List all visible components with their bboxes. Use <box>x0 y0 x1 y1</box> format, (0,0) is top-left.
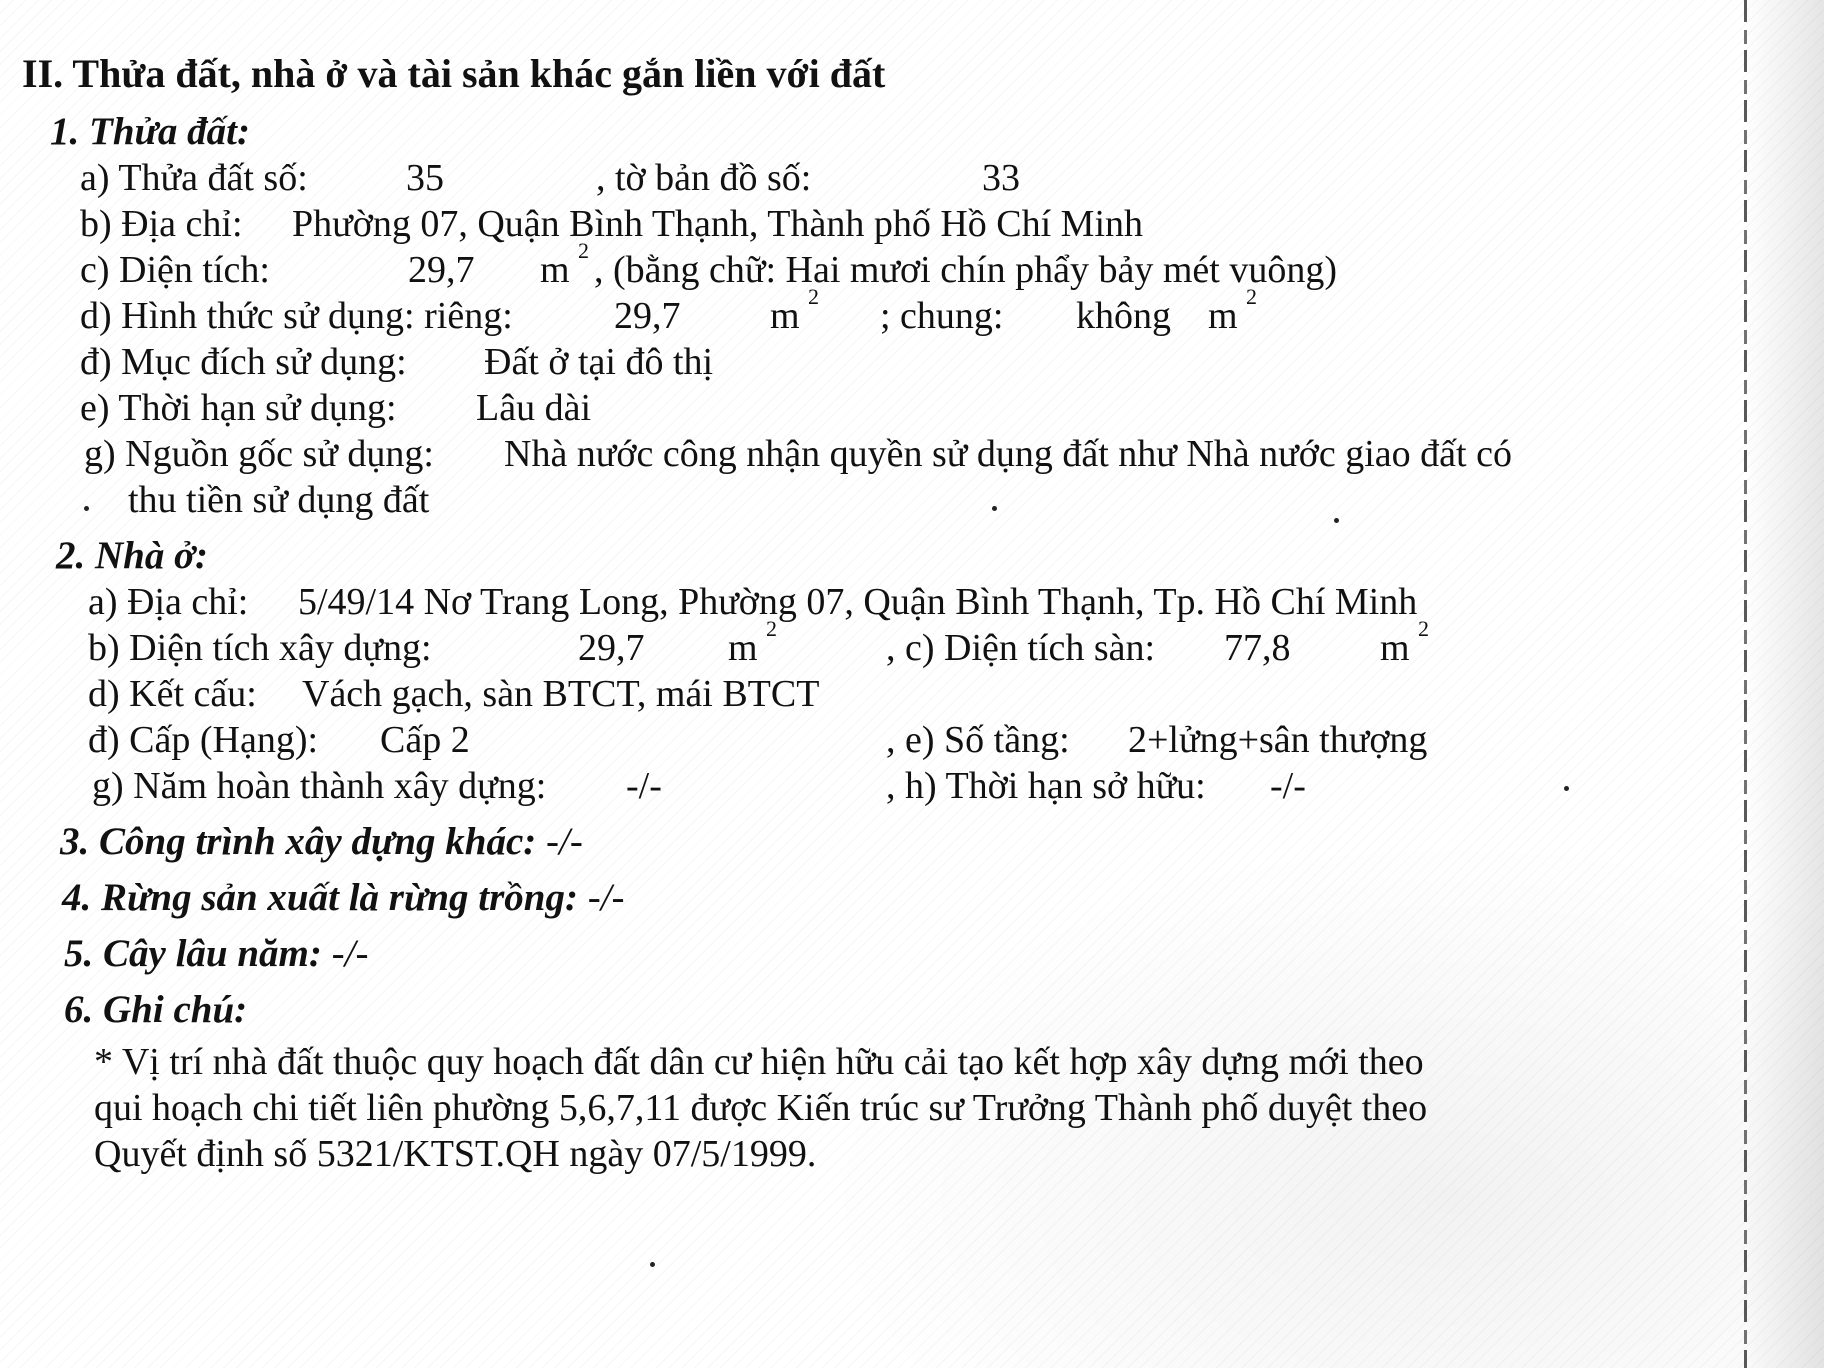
use-form-private-label: d) Hình thức sử dụng: riêng: <box>80 295 513 337</box>
use-origin-label: g) Nguồn gốc sử dụng: <box>84 433 434 475</box>
scan-speck <box>1564 786 1569 791</box>
floor-area-label: , c) Diện tích sàn: <box>886 627 1156 669</box>
structure-label: d) Kết cấu: <box>88 673 257 715</box>
floor-area-unit: m <box>1380 627 1410 669</box>
parcel-area-label: c) Diện tích: <box>80 249 270 291</box>
parcel-area-in-words: , (bằng chữ: Hai mươi chín phẩy bảy mét vuông) <box>594 249 1338 291</box>
completion-year-value: -/- <box>626 765 662 807</box>
use-form-private-value: 29,7 <box>614 295 681 337</box>
parcel-area-unit-superscript: 2 <box>578 238 589 263</box>
parcel-number-label: a) Thửa đất số: <box>80 157 308 199</box>
floor-count-value: 2+lửng+sân thượng <box>1128 719 1428 761</box>
use-origin-value-line-1: Nhà nước công nhận quyền sử dụng đất như Nhà nước giao đất có <box>504 433 1512 475</box>
use-form-shared-value: không <box>1076 295 1171 337</box>
parcel-address-label: b) Địa chỉ: <box>80 203 243 245</box>
construction-area-label: b) Diện tích xây dựng: <box>88 627 432 669</box>
perennial-label: 5. Cây lâu năm: <box>64 932 322 975</box>
page-edge-line <box>1744 0 1747 1368</box>
use-form-private-unit: m <box>770 295 800 337</box>
notes-line-3: Quyết định số 5321/KTST.QH ngày 07/5/1999. <box>94 1133 817 1175</box>
map-sheet-label: , tờ bản đồ số: <box>596 157 812 199</box>
scan-speck <box>650 1262 655 1267</box>
use-term-value: Lâu dài <box>476 387 592 429</box>
forest-label: 4. Rừng sản xuất là rừng trồng: <box>62 876 578 919</box>
forest-value: -/- <box>587 876 625 919</box>
construction-area-unit-superscript: 2 <box>766 616 777 641</box>
ownership-term-label: , h) Thời hạn sở hữu: <box>886 765 1206 807</box>
house-address-value: 5/49/14 Nơ Trang Long, Phường 07, Quận Bình Thạnh, Tp. Hồ Chí Minh <box>298 581 1418 623</box>
floor-area-unit-superscript: 2 <box>1418 616 1429 641</box>
scan-speck <box>84 506 89 511</box>
construction-area-value: 29,7 <box>578 627 645 669</box>
house-grade-label: đ) Cấp (Hạng): <box>88 719 319 761</box>
parcel-number-value: 35 <box>406 157 444 199</box>
ownership-term-value: -/- <box>1270 765 1306 807</box>
use-form-shared-unit: m <box>1208 295 1238 337</box>
use-purpose-label: đ) Mục đích sử dụng: <box>80 341 407 383</box>
forest-heading <box>62 876 625 920</box>
house-heading: 2. Nhà ở: <box>56 534 209 577</box>
scan-speck <box>992 506 997 511</box>
parcel-area-value: 29,7 <box>408 249 475 291</box>
scan-speck <box>1334 518 1339 523</box>
perennial-value: -/- <box>331 932 369 975</box>
completion-year-label: g) Năm hoàn thành xây dựng: <box>92 765 547 807</box>
other-works-label: 3. Công trình xây dựng khác: <box>60 820 537 863</box>
structure-value: Vách gạch, sàn BTCT, mái BTCT <box>302 673 820 715</box>
page-edge-shadow <box>1744 0 1824 1368</box>
map-sheet-value: 33 <box>982 157 1020 199</box>
other-works-heading <box>60 820 583 864</box>
notes-heading: 6. Ghi chú: <box>64 988 248 1031</box>
house-address-label: a) Địa chỉ: <box>88 581 249 623</box>
other-works-value: -/- <box>546 820 583 863</box>
floor-count-label: , e) Số tầng: <box>886 719 1070 761</box>
section-title: II. Thửa đất, nhà ở và tài sản khác gắn liền với đất <box>22 51 886 96</box>
use-form-private-unit-superscript: 2 <box>808 284 819 309</box>
perennial-heading <box>64 932 368 976</box>
house-grade-value: Cấp 2 <box>380 719 470 761</box>
parcel-heading: 1. Thửa đất: <box>50 110 250 153</box>
use-term-label: e) Thời hạn sử dụng: <box>80 387 397 429</box>
notes-line-2: qui hoạch chi tiết liên phường 5,6,7,11 được Kiến trúc sư Trưởng Thành phố duyệt theo <box>94 1087 1428 1129</box>
floor-area-value: 77,8 <box>1224 627 1291 669</box>
construction-area-unit: m <box>728 627 758 669</box>
notes-line-1: * Vị trí nhà đất thuộc quy hoạch đất dân cư hiện hữu cải tạo kết hợp xây dựng mới theo <box>94 1041 1424 1083</box>
parcel-address-value: Phường 07, Quận Bình Thạnh, Thành phố Hồ Chí Minh <box>292 203 1144 245</box>
use-form-shared-unit-superscript: 2 <box>1246 284 1257 309</box>
use-purpose-value: Đất ở tại đô thị <box>484 341 714 383</box>
use-form-shared-label: ; chung: <box>880 295 1004 337</box>
parcel-area-unit: m <box>540 249 570 291</box>
use-origin-value-line-2: thu tiền sử dụng đất <box>128 479 430 521</box>
